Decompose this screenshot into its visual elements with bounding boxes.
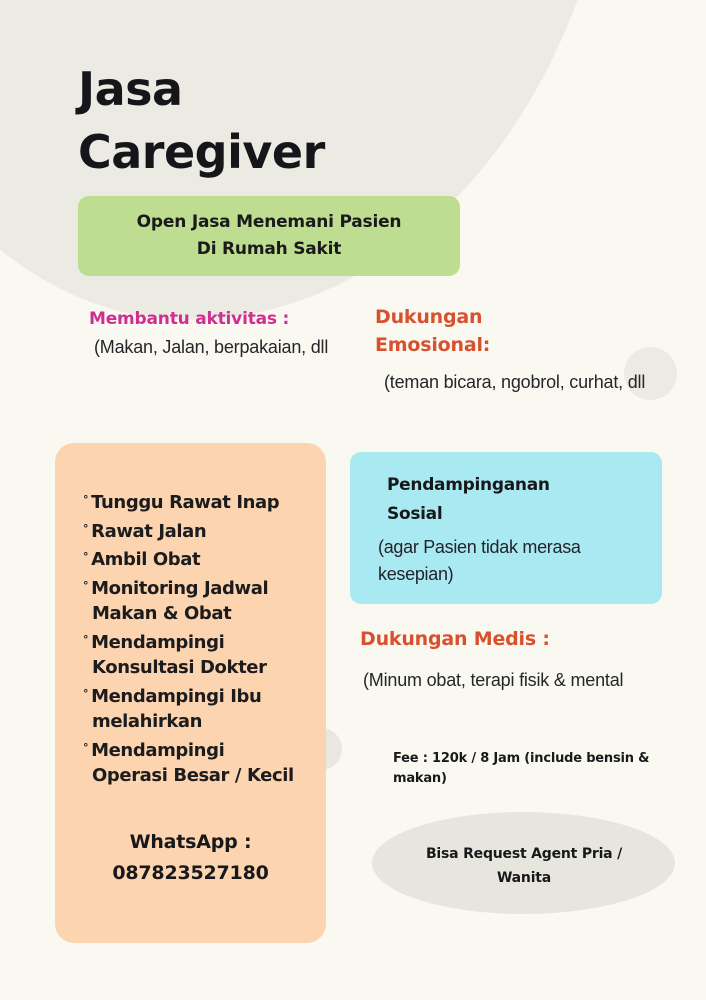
- whatsapp-label: WhatsApp :: [129, 831, 252, 853]
- page-title-line-2: Caregiver: [78, 125, 325, 179]
- page-title: [78, 58, 598, 184]
- page-title-line-1: Jasa: [78, 62, 183, 116]
- services-card: [55, 443, 326, 943]
- pendampingan-body: (agar Pasien tidak merasa kesepian): [378, 537, 581, 584]
- list-item-label: Rawat Jalan: [91, 520, 207, 542]
- list-item: [83, 735, 301, 789]
- list-item-label: Tunggu Rawat Inap: [91, 492, 280, 513]
- list-item: [83, 516, 301, 545]
- bullet-icon: °: [83, 686, 89, 700]
- service-banner-line-2: Di Rumah Sakit: [196, 239, 342, 259]
- list-item-label: Mendampingi Konsultasi Dokter: [91, 631, 267, 678]
- bullet-icon: °: [83, 632, 89, 646]
- section-medis-body: (Minum obat, terapi fisik & mental: [363, 670, 624, 690]
- list-item: [83, 487, 301, 516]
- whatsapp-number[interactable]: 087823527180: [112, 862, 269, 884]
- services-list: [83, 487, 301, 789]
- fee-note: Fee : 120k / 8 Jam (include bensin & makan): [393, 751, 650, 786]
- section-dukungan-medis: [360, 625, 650, 694]
- service-banner: [78, 196, 460, 276]
- section-pendampingan-sosial: [350, 452, 662, 604]
- list-item: [83, 573, 301, 627]
- list-item: [83, 681, 301, 735]
- list-item: [83, 544, 301, 573]
- section-membantu-body: (Makan, Jalan, berpakaian, dll: [94, 337, 329, 357]
- list-item-label: Ambil Obat: [91, 549, 201, 570]
- section-emosional-heading-line-2: Emosional:: [375, 334, 491, 356]
- bullet-icon: °: [83, 578, 89, 592]
- list-item-label: Mendampingi Ibu melahirkan: [91, 685, 262, 732]
- service-banner-line-1: Open Jasa Menemani Pasien: [136, 212, 402, 232]
- section-emosional-body: (teman bicara, ngobrol, curhat, dll: [384, 372, 646, 392]
- pendampingan-heading-line-2: Sosial: [387, 504, 443, 524]
- section-membantu-aktivitas: [89, 307, 351, 361]
- pendampingan-heading: [387, 471, 637, 529]
- list-item-label: Mendampingi Operasi Besar / Kecil: [91, 739, 294, 786]
- bullet-icon: °: [83, 550, 89, 563]
- agent-request-note: [392, 842, 656, 890]
- bullet-icon: °: [83, 493, 89, 506]
- list-item-label: Monitoring Jadwal Makan & Obat: [91, 577, 269, 624]
- whatsapp-contact[interactable]: [55, 827, 326, 889]
- section-emosional-heading-line-1: Dukungan: [375, 306, 483, 328]
- list-item: [83, 627, 301, 681]
- agent-request-note-line-1: Bisa Request Agent Pria /: [425, 846, 623, 862]
- section-medis-heading: Dukungan Medis :: [360, 628, 550, 650]
- pendampingan-heading-line-1: Pendampinganan: [387, 475, 550, 495]
- section-membantu-heading: Membantu aktivitas :: [89, 309, 290, 329]
- agent-request-note-line-2: Wanita: [496, 870, 552, 886]
- section-dukungan-emosional: [375, 303, 655, 396]
- bullet-icon: °: [83, 740, 89, 754]
- bullet-icon: °: [83, 521, 89, 535]
